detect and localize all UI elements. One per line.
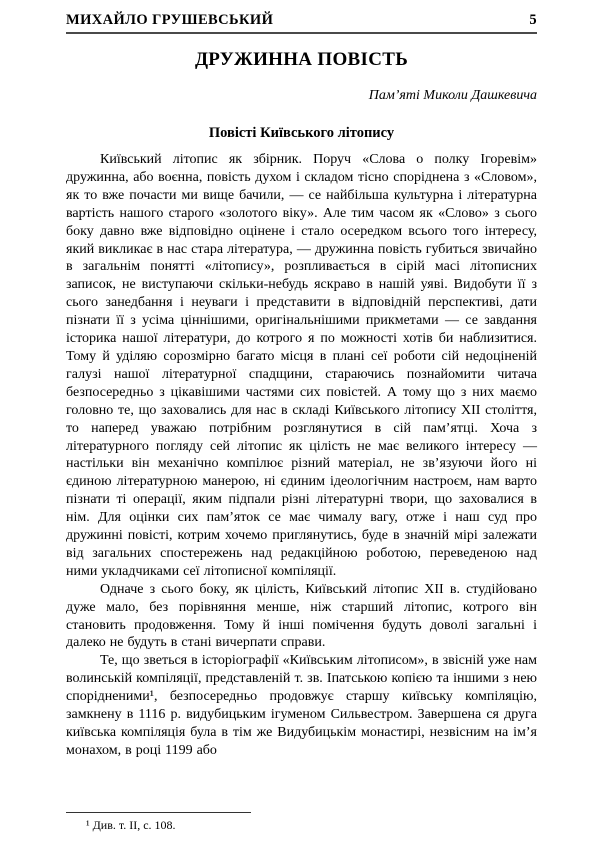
page-header [66, 12, 537, 29]
paragraph-1: Київський літопис як збірник. Поруч «Слова о полку Ігоревім» дружинна, або воєнна, повість духом і складом тісно споріднена з «Словом», як то вже почасти ми вище бачили, — се найбільша культурна і літературна вартість нашого старого «золотого віку». Але тим часом як «Слово» з сього боку давно вже відповідно оцінене і стало осередком всього того інтересу, який викликає в нас стара література, — дружинна повість губиться звичайно в загальнім понятті «літопису», розпливається в сірій масі літописних записок, не виступаючи скільки-небудь яскраво в нашій уяві. Видобути її з сього занедбання і неуваги і представити в відповідній перспективі, дати пізнати її з усіма ціннішими, оригінальнішими прикметами — се завдання історика нашої літератури, до котрого я по можності хотів би наблизитися. Тому й уділяю сорозмірно багато місця в плані сеї роботи сій недоціненій галузі нашої літературної спадщини, стараючись познайомити читача безпосередньо з цікавішими частями сих повістей. А тому що з них маємо головно те, що заховались для нас в складі Київського літопису XII століття, то наперед уважаю потрібним розглянутися в сій пам’ятці. Хоча з літературного погляду сей літопис як цілість не має великого інтересу — настільки він механічно компілює різний матеріал, не зв’язуючи його ні єдиною літературною манерою, ні єдиним ідеологічним настроєм, нам варто пізнати ті операції, яким підпали різні літературні твори, що заховалися в нім. Для оцінки сих пам’яток се має чималу вагу, отже і наш суд про дружинні повісті, котрим хочемо приглянутись, буде в значній мірі залежати від загальних спостережень над редакційною роботою, переведеною над ними укладчиками сеї літописної компіляції. [66, 152, 537, 579]
page-title: ДРУЖИННА ПОВІСТЬ [194, 49, 409, 70]
header-rule [66, 32, 537, 34]
footnote-text: ¹ Див. т. II, с. 108. [86, 818, 176, 832]
paragraph-3: Те, що зветься в історіографії «Київським літописом», в звісній уже нам волинській компіляції, представленій т. зв. Іпатською копією та іншими з нею спорідненими¹, безпосередньо продовжує старшу київську компіляцію, замкнену в 1116 р. видубицьким ігуменом Сильвестром. Завершена ся друга київська компіляція була в тім же Видубицькім монастирі, незвісним на ім’я монахом, в році 1199 або [66, 653, 537, 758]
footnote-block [66, 812, 537, 833]
dedication: Пам’яті Миколи Дашкевича [368, 88, 537, 103]
header-page-number: 5 [529, 12, 537, 28]
footnote-rule [66, 812, 251, 813]
section-heading: Повісті Київського літопису [208, 125, 395, 141]
paragraph-2: Одначе з сього боку, як цілість, Київський літопис XII в. студійовано дуже мало, без порівняння менше, ніж старший літопис, котрого він становить продовження. Тому й інші помічення будуть доволі загальні і далеко не будуть в стані вичерпати справи. [66, 581, 537, 651]
header-author: МИХАЙЛО ГРУШЕВСЬКИЙ [66, 12, 274, 28]
